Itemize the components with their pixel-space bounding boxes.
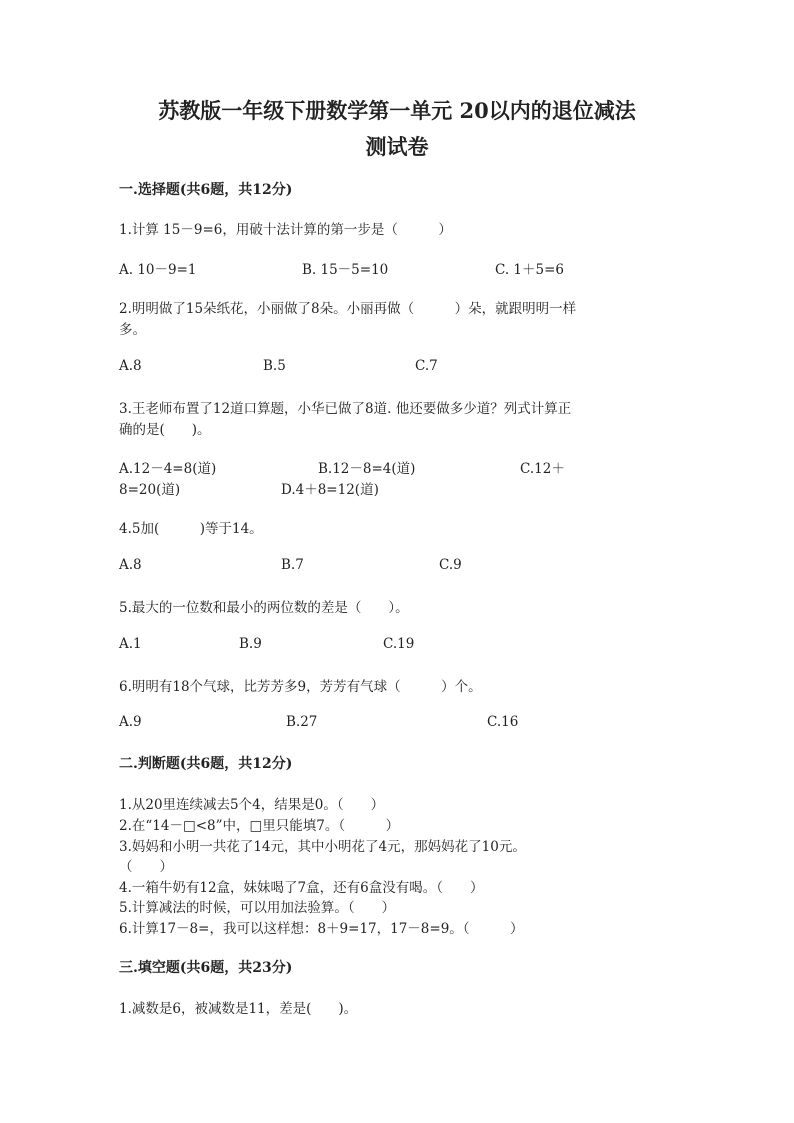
- section-heading-choice: 一.选择题(共6题，共12分): [119, 182, 293, 198]
- question-stem: 1.计算 15－9=6，用破十法计算的第一步是（ ）: [119, 222, 452, 238]
- option-a: A.1: [119, 636, 142, 652]
- option-a: A.8: [119, 358, 142, 374]
- option-c: C.9: [439, 557, 462, 573]
- option-b: B.27: [286, 714, 318, 730]
- judge-item: 1.从20里连续减去5个4，结果是0。（ ）: [119, 797, 385, 813]
- judge-item: 4.一箱牛奶有12盒，妹妹喝了7盒，还有6盒没有喝。（ ）: [119, 880, 484, 896]
- section-heading-fill: 三.填空题(共6题，共23分): [119, 960, 293, 976]
- option-c: C.16: [487, 714, 519, 730]
- fill-item: 1.减数是6，被减数是11，差是( )。: [119, 1001, 358, 1017]
- judge-item: 2.在“14－□<8”中，□里只能填7。（ ）: [119, 818, 400, 834]
- option-d: D.4＋8=12(道): [281, 482, 379, 498]
- page-title: 苏教版一年级下册数学第一单元 20以内的退位减法: [158, 98, 636, 123]
- option-b: B.7: [281, 557, 304, 573]
- option-c: C. 1＋5=6: [495, 262, 565, 278]
- judge-item-cont: （ ）: [119, 859, 173, 875]
- option-c-cont: 8=20(道): [119, 482, 181, 498]
- question-stem-cont: 多。: [119, 322, 146, 338]
- question-stem: 5.最大的一位数和最小的两位数的差是（ ）。: [119, 600, 409, 616]
- option-b: B. 15－5=10: [302, 262, 389, 278]
- option-c: C.19: [383, 636, 415, 652]
- option-b: B.12－8=4(道): [318, 461, 416, 477]
- option-a: A. 10－9=1: [119, 262, 197, 278]
- option-b: B.5: [263, 358, 286, 374]
- question-stem: 4.5加( )等于14。: [119, 521, 263, 537]
- section-heading-judge: 二.判断题(共6题，共12分): [119, 756, 293, 772]
- judge-item: 3.妈妈和小明一共花了14元，其中小明花了4元，那妈妈花了10元。: [119, 839, 526, 855]
- judge-item: 6.计算17－8=，我可以这样想：8＋9=17，17－8=9。（ ）: [119, 921, 524, 937]
- question-stem: 3.王老师布置了12道口算题，小华已做了8道. 他还要做多少道？列式计算正: [119, 401, 572, 417]
- question-stem: 2.明明做了15朵纸花，小丽做了8朵。小丽再做（ ）朵，就跟明明一样: [119, 301, 577, 317]
- judge-item: 5.计算减法的时候，可以用加法验算。（ ）: [119, 900, 396, 916]
- option-b: B.9: [239, 636, 262, 652]
- question-stem: 6.明明有18个气球，比芳芳多9，芳芳有气球（ ）个。: [119, 679, 482, 695]
- option-c: C.7: [415, 358, 438, 374]
- page-title-line2: 测试卷: [365, 134, 429, 159]
- option-a: A.12－4=8(道): [119, 461, 217, 477]
- question-stem-cont: 确的是( )。: [119, 422, 211, 438]
- option-c: C.12＋: [520, 461, 565, 477]
- option-a: A.8: [119, 557, 142, 573]
- option-a: A.9: [119, 714, 142, 730]
